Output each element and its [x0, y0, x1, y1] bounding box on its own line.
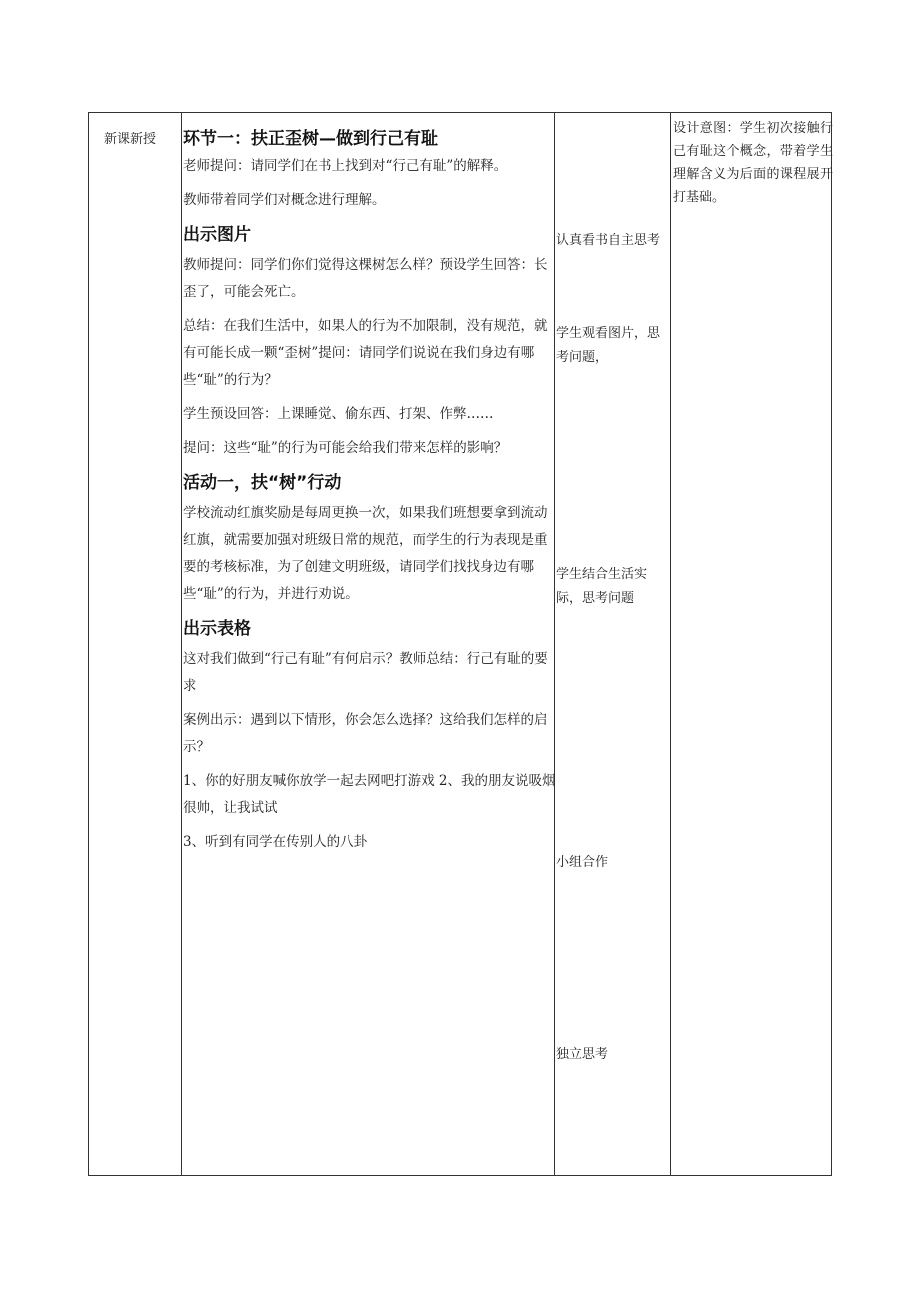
- paragraph: 学校流动红旗奖励是每周更换一次，如果我们班想要拿到流动红旗，就需要加强对班级日常的规范，而学生的行为表现是重要的考核标准，为了创建文明班级，请同学们找找身边有哪些“耻”的行为，并进行劝说。: [183, 505, 548, 602]
- paragraph: 学生预设回答：上课睡觉、偷东西、打架、作弊……: [183, 406, 494, 422]
- paragraph: 教师带着同学们对概念进行理解。: [183, 192, 386, 208]
- design-intent: 设计意图：学生初次接触行己有耻这个概念，带着学生理解含义为后面的课程展开打基础。: [673, 121, 833, 205]
- paragraph: 案例出示：遇到以下情形，你会怎么选择？这给我们怎样的启示？: [183, 712, 548, 755]
- section-heading: 环节一：扶正歪树—做到行己有耻: [183, 129, 438, 149]
- paragraph: 3、听到有同学在传别人的八卦: [183, 834, 368, 850]
- student-activity: 认真看书自主思考: [556, 233, 661, 248]
- teaching-content-column: [181, 113, 556, 1175]
- design-intent-column: [670, 113, 832, 1175]
- paragraph: 1、你的好朋友喊你放学一起去网吧打游戏 2、我的朋友说吸烟很帅，让我试试: [183, 773, 556, 816]
- stage-column: [89, 113, 181, 1175]
- paragraph: 提问：这些“耻”的行为可能会给我们带来怎样的影响？: [183, 440, 508, 456]
- stage-label: 新课新授: [104, 132, 157, 147]
- student-activity: 小组合作: [556, 855, 609, 870]
- paragraph: 这对我们做到“行己有耻”有何启示？教师总结：行己有耻的要求: [183, 651, 548, 694]
- paragraph: 老师提问：请同学们在书上找到对“行己有耻”的解释。: [183, 158, 508, 174]
- section-heading: 活动一，扶“树”行动: [183, 473, 342, 493]
- student-activity-column: [554, 113, 670, 1175]
- student-activity: 学生结合生活实际，思考问题: [556, 567, 648, 606]
- section-heading: 出示图片: [183, 225, 251, 245]
- section-heading: 出示表格: [183, 619, 251, 639]
- student-activity: 学生观看图片，思考问题，: [556, 326, 661, 365]
- paragraph: 教师提问：同学们你们觉得这棵树怎么样？预设学生回答：长歪了，可能会死亡。: [183, 257, 548, 300]
- student-activity: 独立思考: [556, 1047, 609, 1062]
- lesson-plan-table: [88, 112, 832, 1176]
- paragraph: 总结：在我们生活中，如果人的行为不加限制，没有规范，就有可能长成一颗“歪树”提问：请同学们说说在我们身边有哪些“耻”的行为？: [183, 318, 548, 388]
